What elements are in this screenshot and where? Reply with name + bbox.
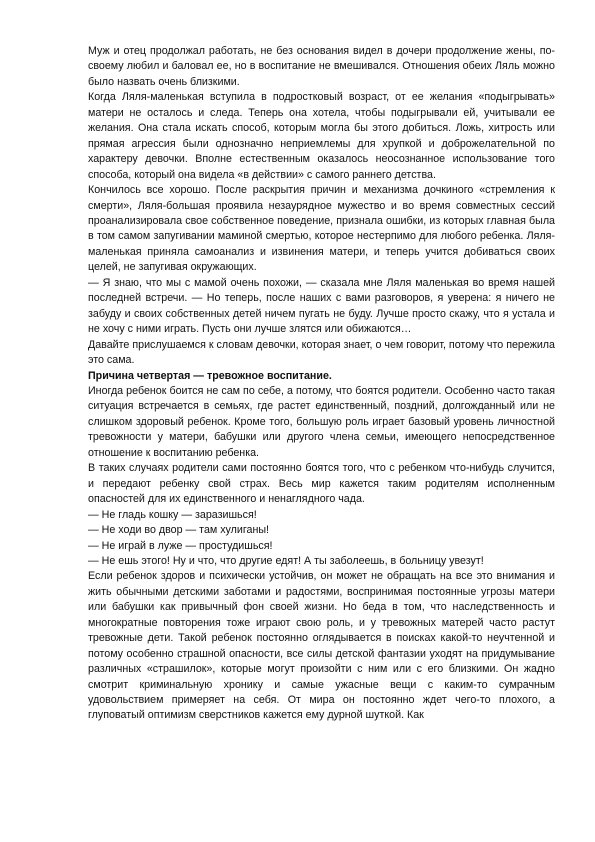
- dialogue-line: — Не играй в луже — простудишься!: [88, 539, 273, 552]
- quote-paragraph: — Я знаю, что мы с мамой очень похожи, — сказала мне Ляля маленькая во время нашей последней встречи. — Но теперь, после наших с вами разговоров, я уверена: я ничего не забуду и своих собственных детей ничем пугать не буду. Лучше просто скажу, что я устала и не хочу с ними играть. Пусть они лучше злятся или обижаются…: [88, 276, 555, 336]
- section-heading: Причина четвертая — тревожное воспитание.: [88, 369, 332, 382]
- paragraph: Муж и отец продолжал работать, не без основания видел в дочери продолжение жены, по-своему любил и баловал ее, но в воспитание не вмешивался. Отношения обеих Ляль можно было назвать очень близкими.: [88, 45, 555, 88]
- dialogue-line: — Не гладь кошку — заразишься!: [88, 508, 257, 521]
- document-page: [88, 44, 555, 724]
- paragraph: В таких случаях родители сами постоянно боятся того, что с ребенком что-нибудь случится, и передают ребенку свой страх. Весь мир кажется таким родителям исполненным опасностей для их единственного и ненаглядного чада.: [88, 462, 555, 506]
- dialogue-line: — Не ходи во двор — там хулиганы!: [88, 524, 270, 537]
- dialogue-line: — Не ешь этого! Ну и что, что другие едят! А ты заболеешь, в больницу увезут!: [88, 554, 484, 567]
- paragraph: Когда Ляля-маленькая вступила в подростковый возраст, от ее желания «подыгрывать» матери не осталось и следа. Теперь она хотела, чтобы подыгрывали ей, учитывали ее желания. Она стала искать способ, которым могла бы этого добиться. Ложь, хитрость или прямая агрессия были однозначно неприемлемы для хрупкой и доброжелательной по характеру девочки. Вполне естественным оказалось неосознанное использование того способа, который она видела «в действии» с самого раннего детства.: [88, 91, 555, 181]
- paragraph: Если ребенок здоров и психически устойчив, он может не обращать на все это внимания и жить обычными детскими заботами и радостями, воспринимая постоянные угрозы матери или бабушки как привычный фон своей жизни. Но беда в том, что наследственность и многократные повторения тоже играют свою роль, и у тревожных матерей часто растут тревожные дети. Такой ребенок постоянно оглядывается в поисках какой-то неучтенной и потому особенно страшной опасности, все силы детской фантазии уходят на придумывание различных «страшилок», которые могут произойти с ним или с его близкими. Он жадно смотрит криминальную хронику и самые ужасные вещи с каким-то сумрачным удовольствием примеряет на себя. От мира он постоянно ждет чего-то плохого, а глуповатый оптимизм сверстников кажется ему дурной шуткой. Как: [88, 570, 555, 722]
- paragraph: Давайте прислушаемся к словам девочки, которая знает, о чем говорит, потому что пережила это сама.: [88, 338, 555, 367]
- paragraph: Иногда ребенок боится не сам по себе, а потому, что боятся родители. Особенно часто такая ситуация встречается в семьях, где растет единственный, поздний, долгожданный или не слишком здоровый ребенок. Кроме того, большую роль играет базовый уровень личностной тревожности у матери, бабушки или другого члена семьи, имеющего непосредственное отношение к воспитанию ребенка.: [88, 384, 555, 459]
- paragraph: Кончилось все хорошо. После раскрытия причин и механизма дочкиного «стремления к смерти», Ляля-большая проявила незаурядное мужество и во время совместных сессий проанализировала свое собственное поведение, признала ошибки, из которых главная была в том самом запугивании маминой смертью, которое нестерпимо для любого ребенка. Ляля-маленькая приняла самоанализ и извинения матери, и теперь учится добиваться своих целей, не запугивая окружающих.: [88, 184, 555, 274]
